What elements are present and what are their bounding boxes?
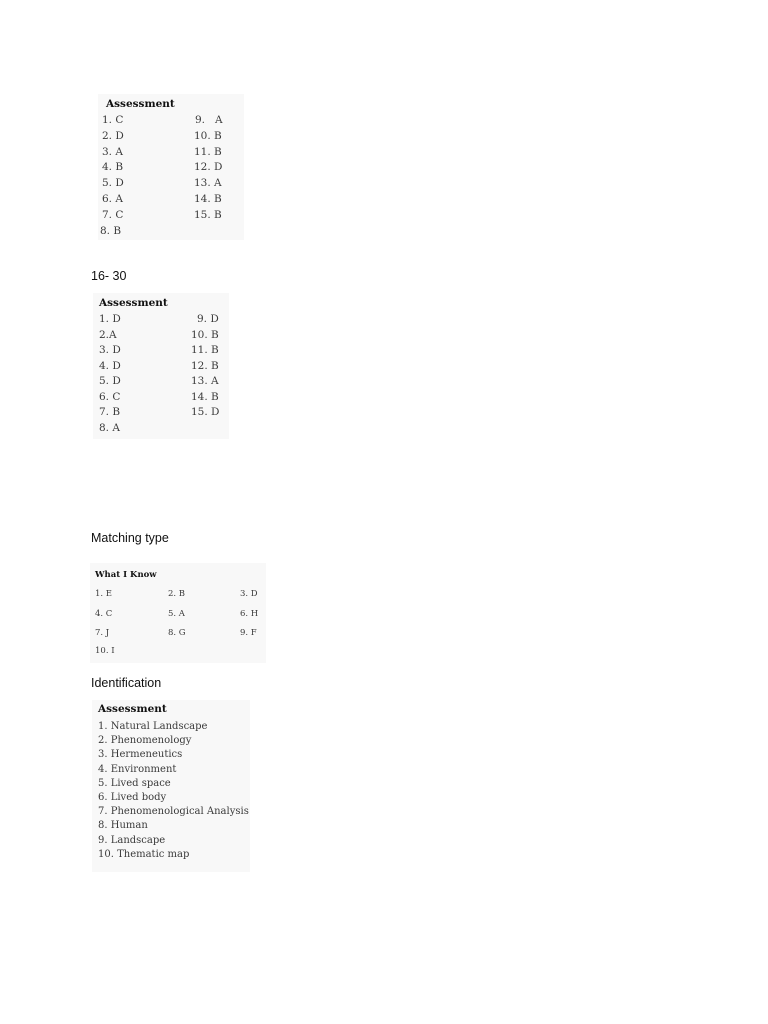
answer-item: 1. D: [99, 313, 121, 325]
answer-item: 10. B: [191, 329, 219, 341]
answer-item: 5. D: [102, 177, 124, 189]
answer-item: 3. D: [240, 589, 258, 599]
answer-item: 2. B: [168, 589, 186, 599]
answer-item: 14. B: [194, 193, 222, 205]
assessment-answer-key-2: [93, 293, 229, 439]
answer-item: 11. B: [191, 344, 219, 356]
answer-item: 8. Human: [98, 820, 148, 831]
answer-item: 12. B: [191, 360, 219, 372]
answer-item: 9. Landscape: [98, 835, 166, 846]
assessment-answer-key-1: [98, 94, 244, 240]
answer-item: 15. D: [191, 406, 220, 418]
answer-item: 7. B: [99, 406, 121, 418]
answer-item: 1. C: [102, 114, 124, 126]
card-title: Assessment: [98, 703, 167, 715]
answer-item: 5. Lived space: [98, 778, 171, 789]
answer-item: 11. B: [194, 146, 222, 158]
answer-item: 7. Phenomenological Analysis: [98, 806, 249, 817]
section-label-matching-type: Matching type: [91, 531, 169, 545]
answer-item: 3. A: [102, 146, 123, 158]
answer-item: 13. A: [194, 177, 222, 189]
answer-item: 1. E: [95, 589, 113, 599]
answer-item: 12. D: [194, 161, 223, 173]
answer-item: 9. A: [195, 114, 223, 126]
matching-answer-key: [90, 563, 266, 663]
section-label-16-30: 16- 30: [91, 269, 127, 283]
card-title: Assessment: [99, 297, 168, 309]
answer-item: 14. B: [191, 391, 219, 403]
answer-item: 1. Natural Landscape: [98, 721, 208, 732]
answer-item: 6. Lived body: [98, 792, 167, 803]
answer-item: 9. F: [240, 628, 257, 638]
answer-item: 2.A: [99, 329, 117, 341]
card-title: What I Know: [95, 570, 157, 580]
answer-item: 7. C: [102, 209, 124, 221]
answer-item: 4. B: [102, 161, 124, 173]
answer-item: 10. Thematic map: [98, 849, 190, 860]
answer-item: 13. A: [191, 375, 219, 387]
answer-item: 8. B: [100, 225, 122, 237]
answer-item: 7. J: [95, 628, 110, 638]
answer-item: 6. H: [240, 609, 259, 619]
answer-item: 15. B: [194, 209, 222, 221]
answer-item: 6. A: [102, 193, 123, 205]
section-label-identification: Identification: [91, 676, 162, 690]
answer-item: 9. D: [197, 313, 219, 325]
answer-item: 5. D: [99, 375, 121, 387]
answer-item: 4. Environment: [98, 764, 177, 775]
answer-item: 8. A: [99, 422, 120, 434]
answer-item: 5. A: [168, 609, 185, 619]
answer-item: 4. C: [95, 609, 113, 619]
answer-item: 10. B: [194, 130, 222, 142]
answer-item: 3. D: [99, 344, 121, 356]
answer-item: 8. G: [168, 628, 186, 638]
answer-item: 3. Hermeneutics: [98, 749, 183, 760]
identification-answer-key: [92, 700, 250, 872]
answer-item: 6. C: [99, 391, 121, 403]
card-title: Assessment: [106, 98, 175, 110]
answer-item: 2. Phenomenology: [98, 735, 192, 746]
answer-item: 2. D: [102, 130, 124, 142]
answer-item: 4. D: [99, 360, 121, 372]
answer-item: 10. I: [95, 646, 115, 656]
